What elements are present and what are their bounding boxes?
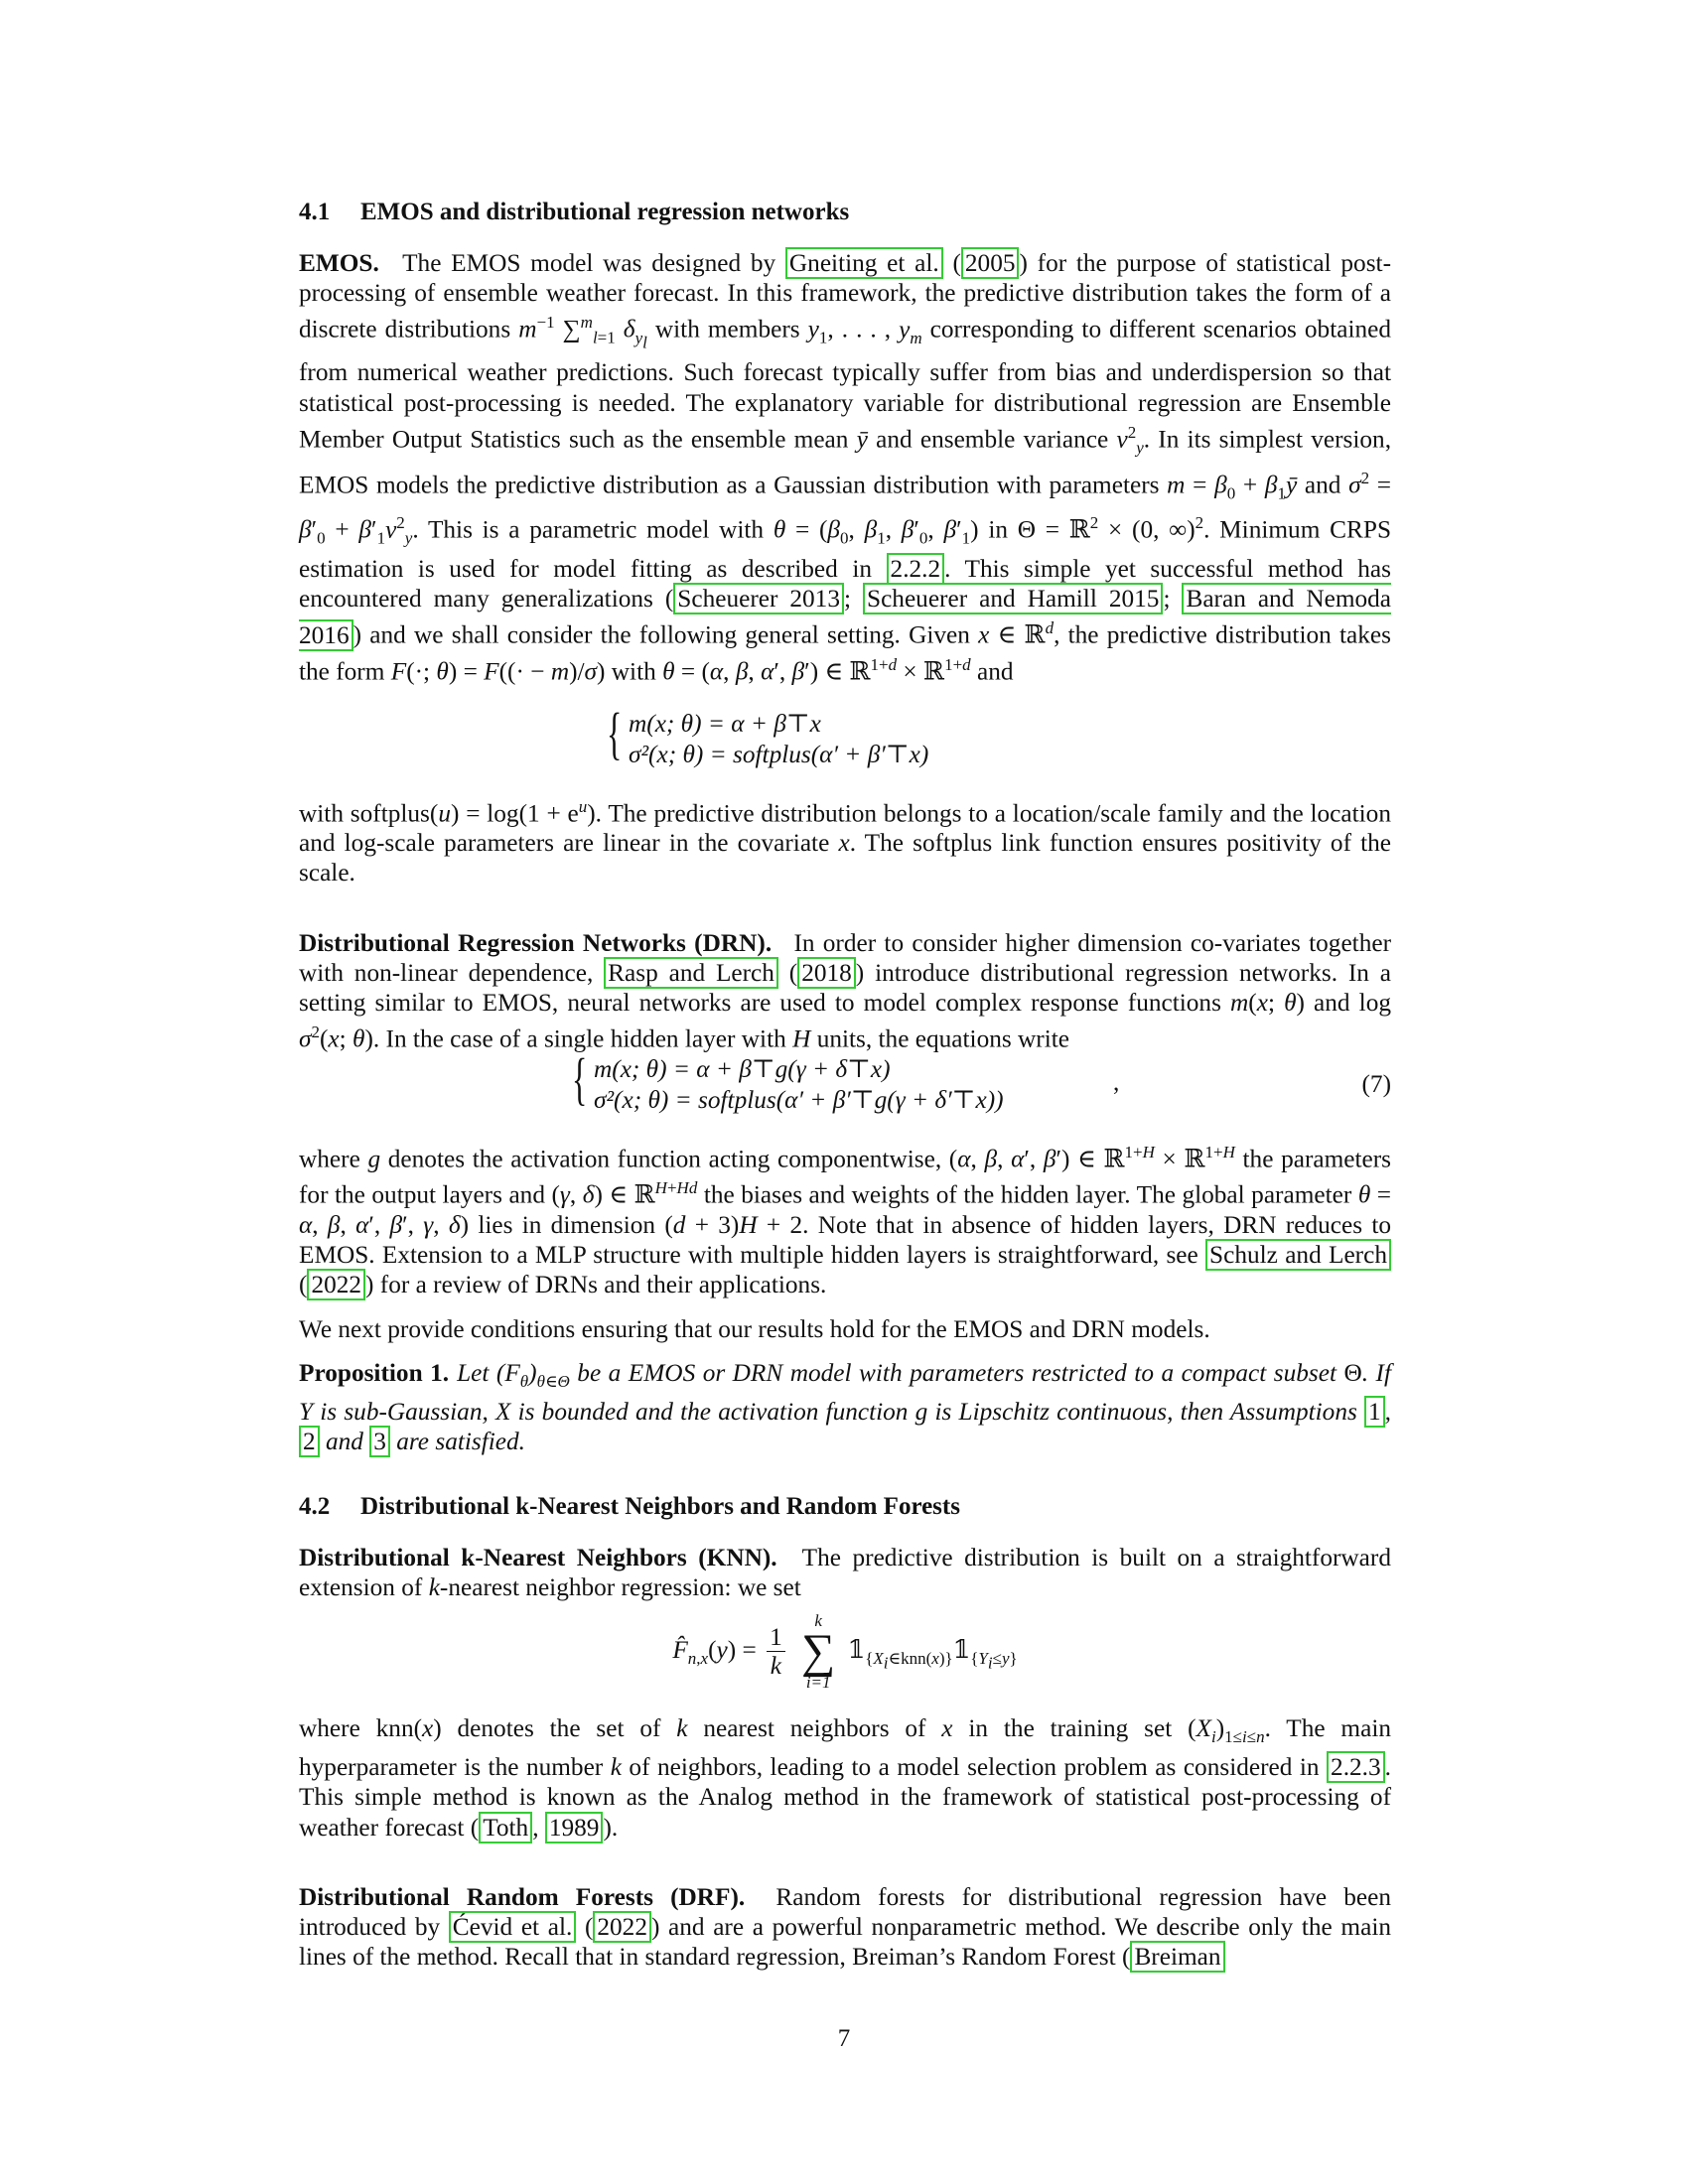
brace: { (572, 1045, 588, 1111)
paragraph-drn: Distributional Regression Networks (DRN). In order to consider higher dimension co-variates together with non-linear dependence, Rasp and Lerch ( 2018 ) introduce distributional regression networks. In a setting similar to EMOS, neural networks are used to model complex response functions m(x; θ) and $\log \sigma^2(x$; θ). In the case of a single hidden layer with H units, the equations write (299, 928, 1392, 1053)
assumption-ref-link[interactable]: 2 (299, 1426, 320, 1457)
paragraph-head: Distributional Regression Networks (DRN). (299, 928, 773, 957)
paragraph-emos-continued: with softplus(u) = $\log(1 + e^u)$. The predictive distribution belongs to a location/scale family and the location and log-scale parameters are linear in the covariate x. The softplus link function ensures positivity of the scale. (299, 796, 1392, 887)
assumption-ref-link[interactable]: 3 (369, 1426, 390, 1457)
section-ref-link[interactable]: 2.2.3 (1327, 1751, 1385, 1783)
proposition-head: Proposition 1. (299, 1358, 450, 1387)
paragraph-next: We next provide conditions ensuring that our results hold for the EMOS and DRN models. (299, 1314, 1210, 1343)
equation-line: σ²(x; θ) = softplus(α′ + β′⊤x) (629, 740, 929, 768)
equation-knn: $F̂_{n,x}(y)$ = $\frac{1}{k}$ k ∑ i=1 $𝟙_{\{X_i\in knn(x)\}}𝟙_{\{Y_i\le y\}}$ (672, 1610, 1018, 1692)
citation-link[interactable]: Schulz and Lerch (1205, 1239, 1391, 1271)
citation-year-link[interactable]: 1989 (545, 1812, 604, 1843)
section-ref-link[interactable]: 2.2.2 (887, 553, 945, 585)
brace: { (607, 700, 623, 765)
paragraph-knn: Distributional k-Nearest Neighbors (KNN). The predictive distribution is built on a straightforward extension of k-nearest neighbor regression: we set (299, 1543, 1391, 1601)
paragraph-drf: Distributional Random Forests (DRF). Random forests for distributional regression have been introduced by Ćevid et al. ( 2022 ) and are a powerful nonparametric method. We describe only the main lines of the method. Recall that in standard regression, Breiman’s Random Forest ( Breiman (299, 1882, 1391, 1972)
citation-link[interactable]: Rasp and Lerch (604, 957, 778, 989)
page-number: 7 (837, 2025, 851, 2052)
citation-link[interactable]: Scheuerer and Hamill 2015 (863, 583, 1163, 614)
paragraph-emos: EMOS. The EMOS model was designed by Gneiting et al. ( 2005 ) for the purpose of statistical post-processing of ensemble weather forecast. In this framework, the predictive distribution takes the form of a discrete distributions $m^{-1}$ ∑$^m_{l=1}$ $\delta_{y_l}$ with members $y_1$, . . . , $y_m$ corresponding to different scenarios obtained from numerical weather predictions. Such forecast typically suffer from bias and underdispersion so that statistical post-processing is needed. The explanatory variable for distributional regression are Ensemble Member Output Statistics such as the ensemble mean ȳ and ensemble variance $v^2_y$. In its simplest version, EMOS models the predictive distribution as a Gaussian distribution with parameters $m = \beta_0$ + $\beta_1ȳ$ and $\sigma^2 = \beta'_0 + \beta'_1v^2_y$. This is a parametric model with $\theta = (\beta_0$, $\beta_1$, $\beta'_0$, $\beta'_1$) in Θ = ℝ$^2$ × (0, ∞)$^2$. Minimum CRPS estimation is used for model fitting as described in 2.2.2 . This simple yet successful method has encountered many generalizations ( Scheuerer 2013 ; Scheuerer and Hamill 2015 ; Baran and Nemoda 2016 ) and we shall consider the following general setting. Given x ∈ ℝ$^d$, the predictive distribution takes the form F(·; θ) = F((· − m)/σ) with θ = (α, β, α′, β′) ∈ ℝ$^{1+d}$ × ℝ$^{1+d}$ and (299, 249, 1392, 686)
equation-line: m(x; θ) = α + β⊤g(γ + δ⊤x) (594, 1054, 891, 1083)
citation-year-link[interactable]: 2005 (961, 247, 1020, 279)
paragraph-head: Distributional Random Forests (DRF). (299, 1882, 746, 1911)
citation-link[interactable]: Ćevid et al. (449, 1911, 577, 1943)
paragraph-knn-continued: where knn(x) denotes the set of k nearest neighbors of x in the training set $(X_i)_{1\le i\le n}$. The main hyperparameter is the number k of neighbors, leading to a model selection problem as considered in 2.2.3 . This simple method is known as the Analog method in the framework of statistical post-processing of weather forecast ( Toth , 1989 ). (299, 1713, 1392, 1842)
proposition-1: Proposition 1. Let $(F_\theta)_{\theta\in\Theta}$ be a EMOS or DRN model with parameters restricted to a compact subset Θ. If Y is sub-Gaussian, X is bounded and the activation function g is Lipschitz continuous, then Assumptions 1 , 2 and 3 are satisfied. (299, 1358, 1392, 1456)
equation-comma: , (1113, 1067, 1120, 1096)
equation-line: m(x; θ) = α + β⊤x (629, 709, 821, 738)
citation-link[interactable]: Breiman (1130, 1941, 1224, 1973)
paragraph-head: EMOS. (299, 249, 379, 277)
citation-link[interactable]: Scheuerer 2013 (673, 583, 844, 614)
citation-year-link[interactable]: 2018 (797, 957, 856, 989)
paragraph-drn-continued: where g denotes the activation function acting componentwise, (α, β, α′, β′) ∈ ℝ$^{1+H}$ × ℝ$^{1+H}$ the parameters for the output layers and (γ, δ) ∈ ℝ$^{H+Hd}$ the biases and weights of the hidden layer. The global parameter θ = α, β, α′, β′, γ, δ) lies in dimension (d + 3)H + 2. Note that in absence of hidden layers, DRN reduces to EMOS. Extension to a MLP structure with multiple hidden layers is straightforward, see Schulz and Lerch ( 2022 ) for a review of DRNs and their applications. (299, 1142, 1392, 1299)
equation-line: σ²(x; θ) = softplus(α′ + β′⊤g(γ + δ′⊤x)) (594, 1085, 1004, 1114)
paragraph-head: Distributional k-Nearest Neighbors (KNN). (299, 1543, 777, 1571)
section-heading-4-2: 4.2 Distributional k-Nearest Neighbors and Random Forests (299, 1492, 960, 1520)
page-content (299, 199, 1391, 1993)
equation-emos (299, 700, 1391, 770)
equation-number: (7) (1361, 1069, 1391, 1098)
citation-year-link[interactable]: 2022 (307, 1269, 365, 1300)
citation-link[interactable]: Toth (479, 1812, 532, 1843)
citation-link[interactable]: Gneiting et al. (785, 247, 943, 279)
citation-year-link[interactable]: 2022 (593, 1911, 651, 1943)
citation-link[interactable]: Baran and Nemoda 2016 (299, 585, 1392, 649)
section-heading-4-1: 4.1 EMOS and distributional regression networks (299, 199, 850, 225)
assumption-ref-link[interactable]: 1 (1364, 1396, 1385, 1428)
equation-drn (299, 1045, 1391, 1116)
